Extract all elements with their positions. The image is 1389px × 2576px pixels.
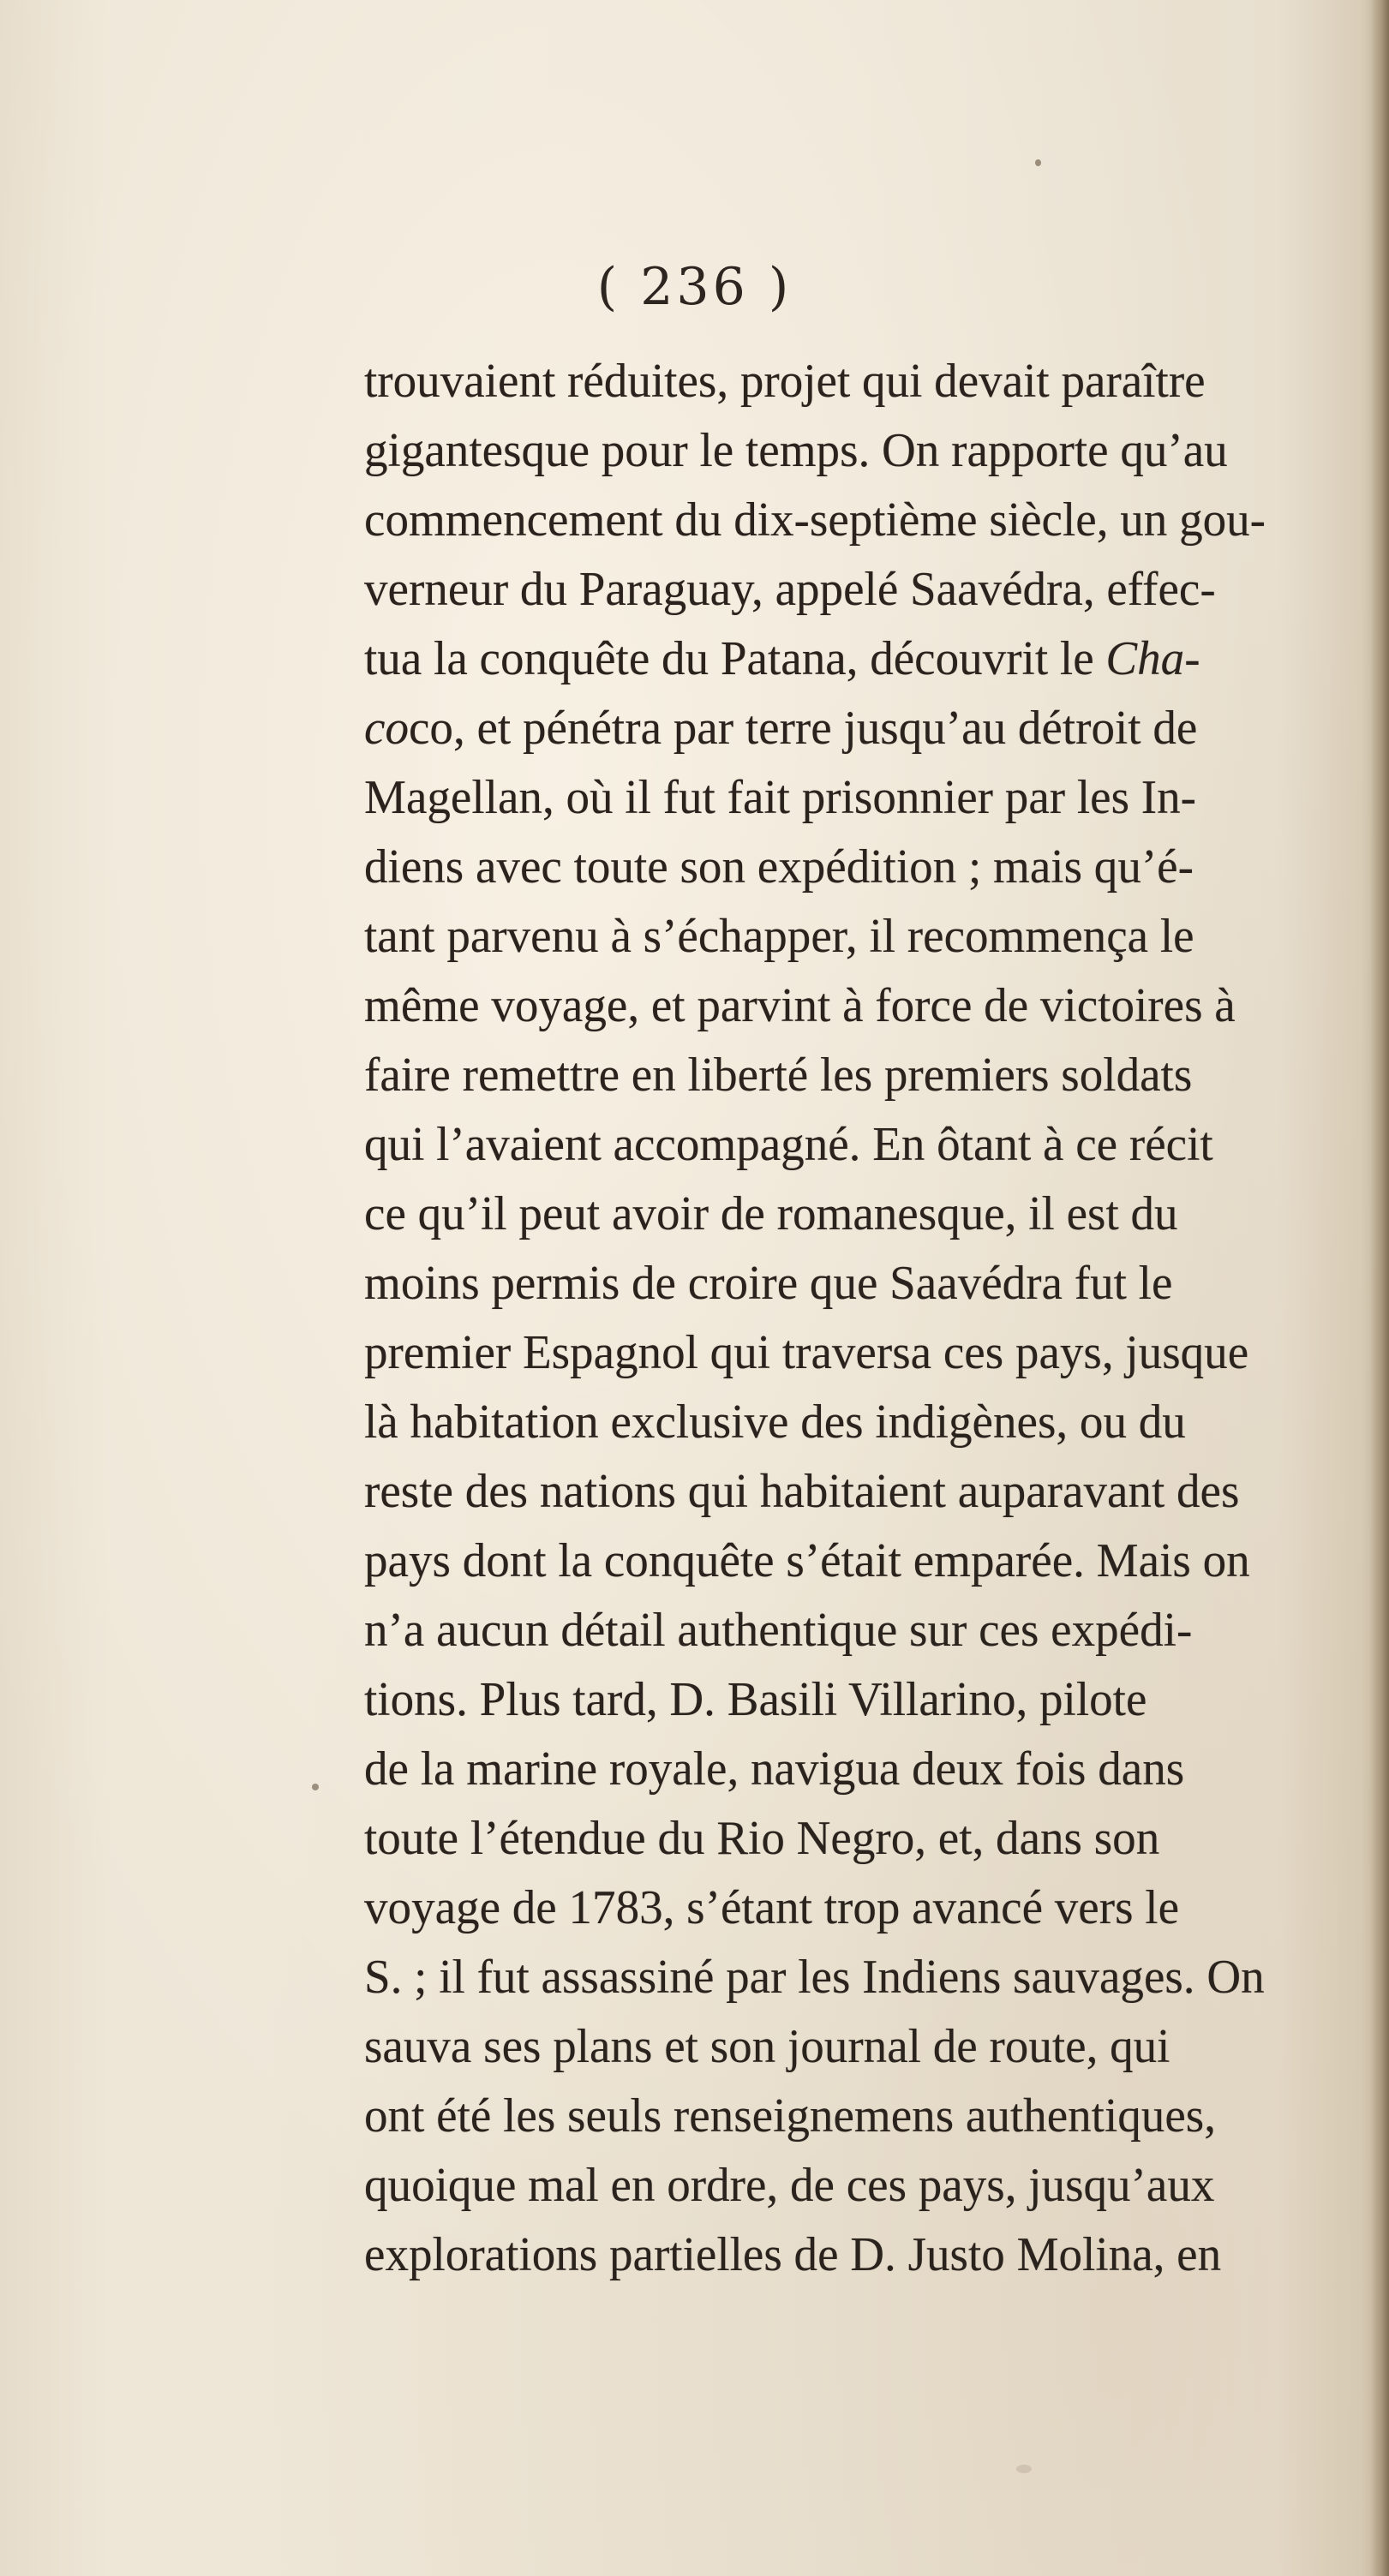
text-line: même voyage, et parvint à force de victoires à <box>364 979 1236 1032</box>
text-line: quoique mal en ordre, de ces pays, jusqu’aux <box>364 2159 1215 2212</box>
text-line: tions. Plus tard, D. Basili Villarino, pilote <box>364 1673 1147 1726</box>
text-line-co <box>364 694 1375 763</box>
text-line: trouvaient réduites, projet qui devait paraître <box>364 355 1206 408</box>
body-text <box>364 347 1389 2290</box>
text-line: explorations partielles de D. Justo Molina, en <box>364 2228 1222 2281</box>
text-line: premier Espagnol qui traversa ces pays, jusque <box>364 1326 1249 1379</box>
paper-speck <box>1035 159 1041 166</box>
text-line: diens avec toute son expédition ; mais qu’é- <box>364 840 1194 894</box>
text-line: qui l’avaient accompagné. En ôtant à ce récit <box>364 1118 1213 1171</box>
text-line: pays dont la conquête s’était emparée. Mais on <box>364 1534 1250 1587</box>
text-line: voyage de 1783, s’étant trop avancé vers le <box>364 1881 1180 1934</box>
text-line: sauva ses plans et son journal de route, qui <box>364 2020 1170 2073</box>
text-line: tant parvenu à s’échapper, il recommença le <box>364 910 1194 963</box>
text-line: faire remettre en liberté les premiers soldats <box>364 1049 1193 1102</box>
page-number: ( 236 ) <box>596 257 793 317</box>
text-line: gigantesque pour le temps. On rapporte qu’au <box>364 424 1228 477</box>
text-line-chaco <box>364 625 1375 694</box>
text-line: Magellan, où il fut fait prisonnier par les In- <box>364 771 1197 824</box>
italic-word-chaco: Cha- <box>1105 632 1200 685</box>
text-line: ce qu’il peut avoir de romanesque, il est du <box>364 1187 1178 1240</box>
text-line: toute l’étendue du Rio Negro, et, dans son <box>364 1812 1160 1865</box>
paper-speck <box>1016 2465 1032 2473</box>
text-line: reste des nations qui habitaient auparavant des <box>364 1465 1240 1518</box>
italic-word-co: co <box>364 702 409 755</box>
text-line: commencement du dix-septième siècle, un gou- <box>364 493 1266 547</box>
paper-speck <box>312 1784 319 1790</box>
text-line: ont été les seuls renseignemens authentiques, <box>364 2089 1216 2143</box>
text-line: n’a aucun détail authentique sur ces expédi- <box>364 1604 1193 1657</box>
text-line: là habitation exclusive des indigènes, ou du <box>364 1396 1186 1449</box>
text-line: S. ; il fut assassiné par les Indiens sauvages. On <box>364 1951 1265 2004</box>
text-line: de la marine royale, navigua deux fois dans <box>364 1742 1185 1796</box>
text-line-segment: tua la conquête du Patana, découvrit le <box>364 632 1106 685</box>
text-line: moins permis de croire que Saavédra fut le <box>364 1257 1173 1310</box>
text-line: verneur du Paraguay, appelé Saavédra, effec- <box>364 563 1216 616</box>
text-line-segment: co, et pénétra par terre jusqu’au détroit de <box>408 702 1198 755</box>
